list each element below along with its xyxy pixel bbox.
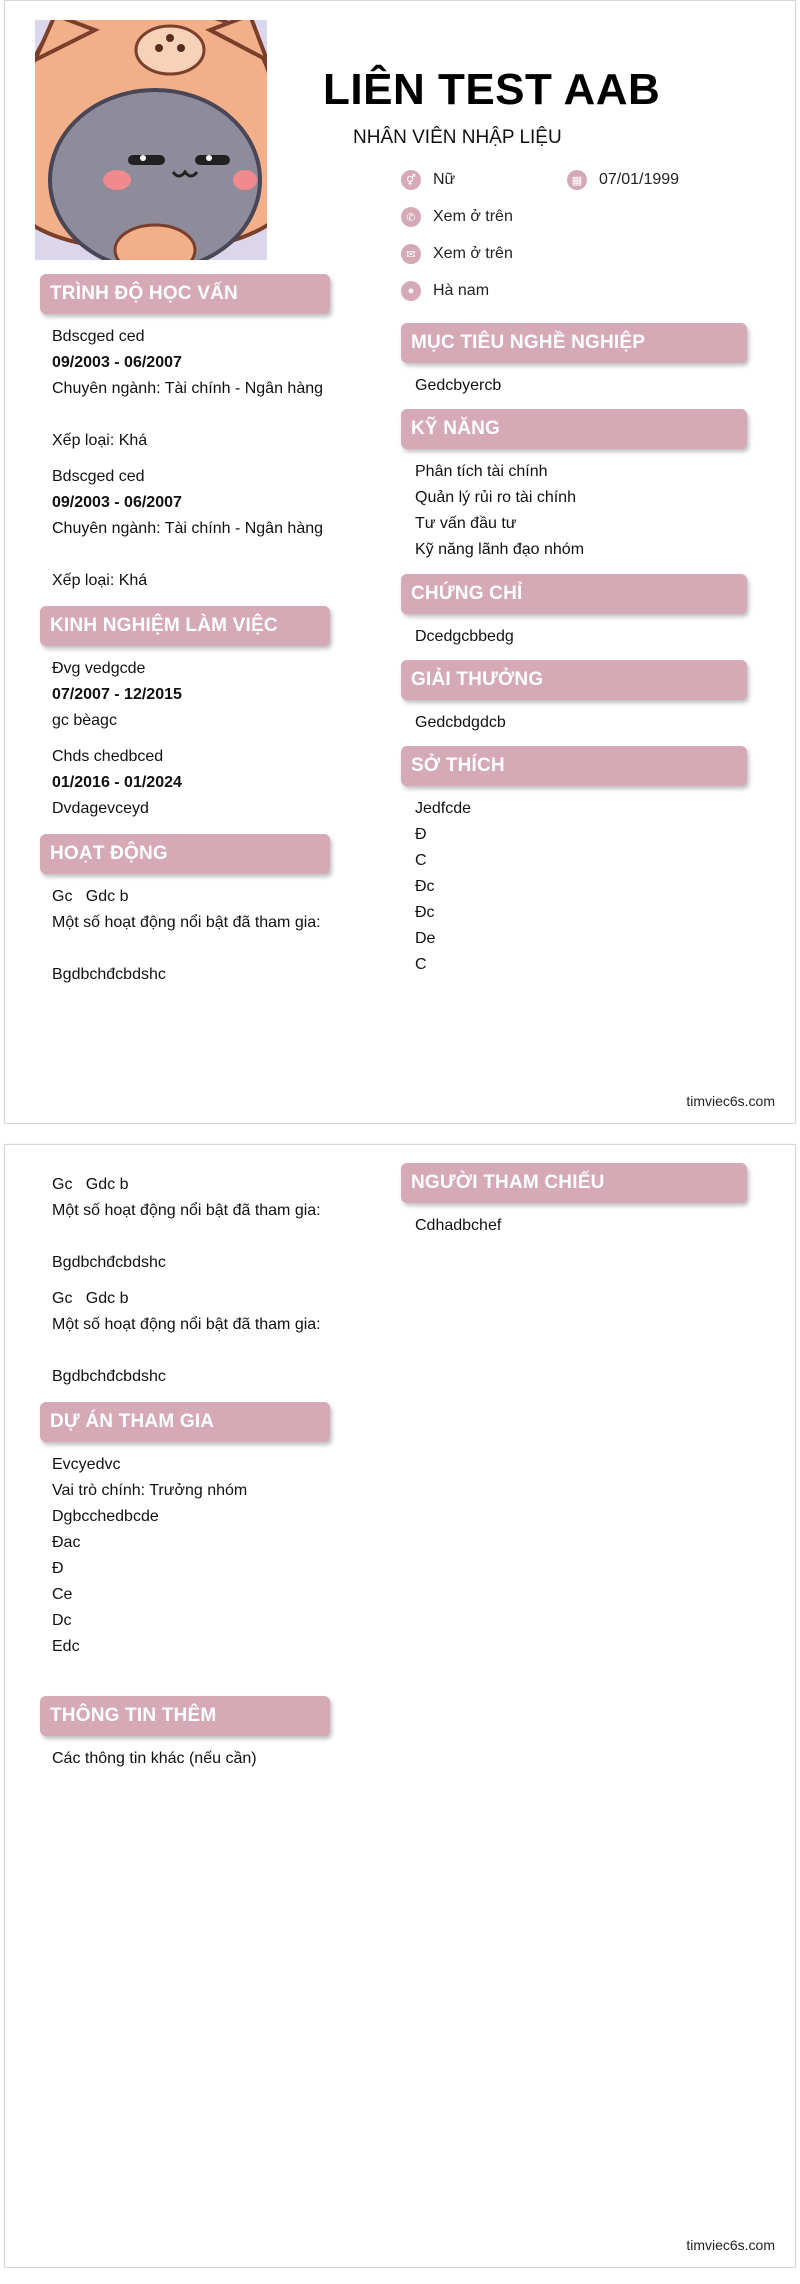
cv-page-1 — [4, 0, 796, 1124]
section-references-header: NGƯỜI THAM CHIẾU — [401, 1163, 747, 1203]
phone-icon: ✆ — [401, 207, 421, 227]
experience-1-period: 07/2007 - 12/2015 — [52, 686, 182, 703]
email-value: Xem ở trên — [433, 245, 513, 262]
education-1-major: Chuyên ngành: Tài chính - Ngân hàng — [52, 380, 324, 397]
certificate-text: Dcedgcbbedg — [415, 628, 514, 645]
avatar-cat-illustration — [35, 20, 267, 260]
calendar-icon: ▦ — [567, 170, 587, 190]
activity-3-detail: Bgdbchđcbdshc — [52, 1368, 166, 1385]
project-line: Edc — [52, 1638, 80, 1655]
project-line: Dc — [52, 1612, 72, 1629]
project-role: Vai trò chính: Trưởng nhóm — [52, 1482, 248, 1499]
candidate-name: LIÊN TEST AAB — [323, 65, 661, 114]
project-line: Đac — [52, 1534, 81, 1551]
more-info-text: Các thông tin khác (nếu cần) — [52, 1750, 257, 1767]
objective-text: Gedcbyercb — [415, 377, 502, 394]
skill-item: Phân tích tài chính — [415, 463, 548, 480]
section-more-info-header: THÔNG TIN THÊM — [40, 1696, 330, 1736]
experience-2-company: Chds chedbced — [52, 748, 164, 765]
phone-value: Xem ở trên — [433, 208, 513, 225]
skill-item: Kỹ năng lãnh đạo nhóm — [415, 541, 585, 558]
education-2-major: Chuyên ngành: Tài chính - Ngân hàng — [52, 520, 324, 537]
experience-1-company: Đvg vedgcde — [52, 660, 146, 677]
section-hobbies-header: SỞ THÍCH — [401, 746, 747, 786]
gender-value: Nữ — [433, 171, 456, 188]
project-line: Đ — [52, 1560, 64, 1577]
contact-birthday — [567, 170, 679, 190]
experience-1-desc: gc bèagc — [52, 712, 117, 729]
contact-email — [401, 244, 513, 264]
project-name: Evcyedvc — [52, 1456, 121, 1473]
hobby-item: Jedfcde — [415, 800, 472, 817]
project-line: Dgbcchedbcde — [52, 1508, 159, 1525]
footer-site: timviec6s.com — [686, 1093, 775, 1109]
activity-1-detail: Bgdbchđcbdshc — [52, 966, 166, 983]
education-2-school: Bdscged ced — [52, 468, 145, 485]
reference-text: Cdhadbchef — [415, 1217, 502, 1234]
activity-1-intro: Một số hoạt động nổi bật đã tham gia: — [52, 914, 321, 931]
candidate-role: NHÂN VIÊN NHẬP LIỆU — [353, 127, 562, 148]
contact-phone — [401, 207, 513, 227]
hobby-item: C — [415, 852, 427, 869]
gender-icon: ⚥ — [401, 170, 421, 190]
experience-2-desc: Dvdagevceyd — [52, 800, 149, 817]
section-certificates-header: CHỨNG CHỈ — [401, 574, 747, 614]
email-icon: ✉ — [401, 244, 421, 264]
footer-site: timviec6s.com — [686, 2237, 775, 2253]
hobby-item: De — [415, 930, 436, 947]
cv-page-2 — [4, 1144, 796, 2268]
education-2-period: 09/2003 - 06/2007 — [52, 494, 182, 511]
activity-2-title: Gc Gdc b — [52, 1176, 129, 1193]
section-skills-header: KỸ NĂNG — [401, 409, 747, 449]
location-pin-icon: ● — [401, 281, 421, 301]
section-awards-header: GIẢI THƯỞNG — [401, 660, 747, 700]
activity-2-intro: Một số hoạt động nổi bật đã tham gia: — [52, 1202, 321, 1219]
section-objective-header: MỤC TIÊU NGHỀ NGHIỆP — [401, 323, 747, 363]
section-activities-header: HOẠT ĐỘNG — [40, 834, 330, 874]
skill-item: Quản lý rủi ro tài chính — [415, 489, 576, 506]
experience-2-period: 01/2016 - 01/2024 — [52, 774, 182, 791]
avatar — [35, 20, 267, 260]
hobby-item: C — [415, 956, 427, 973]
activity-2-detail: Bgdbchđcbdshc — [52, 1254, 166, 1271]
contact-address — [401, 281, 489, 301]
education-1-rank: Xếp loại: Khá — [52, 432, 148, 449]
hobby-item: Đc — [415, 878, 435, 895]
section-experience-header: KINH NGHIỆM LÀM VIỆC — [40, 606, 330, 646]
education-2-rank: Xếp loại: Khá — [52, 572, 148, 589]
hobby-item: Đc — [415, 904, 435, 921]
contact-gender — [401, 170, 455, 190]
birthday-value: 07/01/1999 — [599, 171, 680, 188]
education-1-period: 09/2003 - 06/2007 — [52, 354, 182, 371]
section-education-header: TRÌNH ĐỘ HỌC VẤN — [40, 274, 330, 314]
activity-1-title: Gc Gdc b — [52, 888, 129, 905]
section-projects-header: DỰ ÁN THAM GIA — [40, 1402, 330, 1442]
hobby-item: Đ — [415, 826, 427, 843]
address-value: Hà nam — [433, 282, 490, 299]
project-line: Ce — [52, 1586, 73, 1603]
award-text: Gedcbdgdcb — [415, 714, 506, 731]
activity-3-intro: Một số hoạt động nổi bật đã tham gia: — [52, 1316, 321, 1333]
activity-3-title: Gc Gdc b — [52, 1290, 129, 1307]
skill-item: Tư vấn đầu tư — [415, 515, 517, 532]
education-1-school: Bdscged ced — [52, 328, 145, 345]
